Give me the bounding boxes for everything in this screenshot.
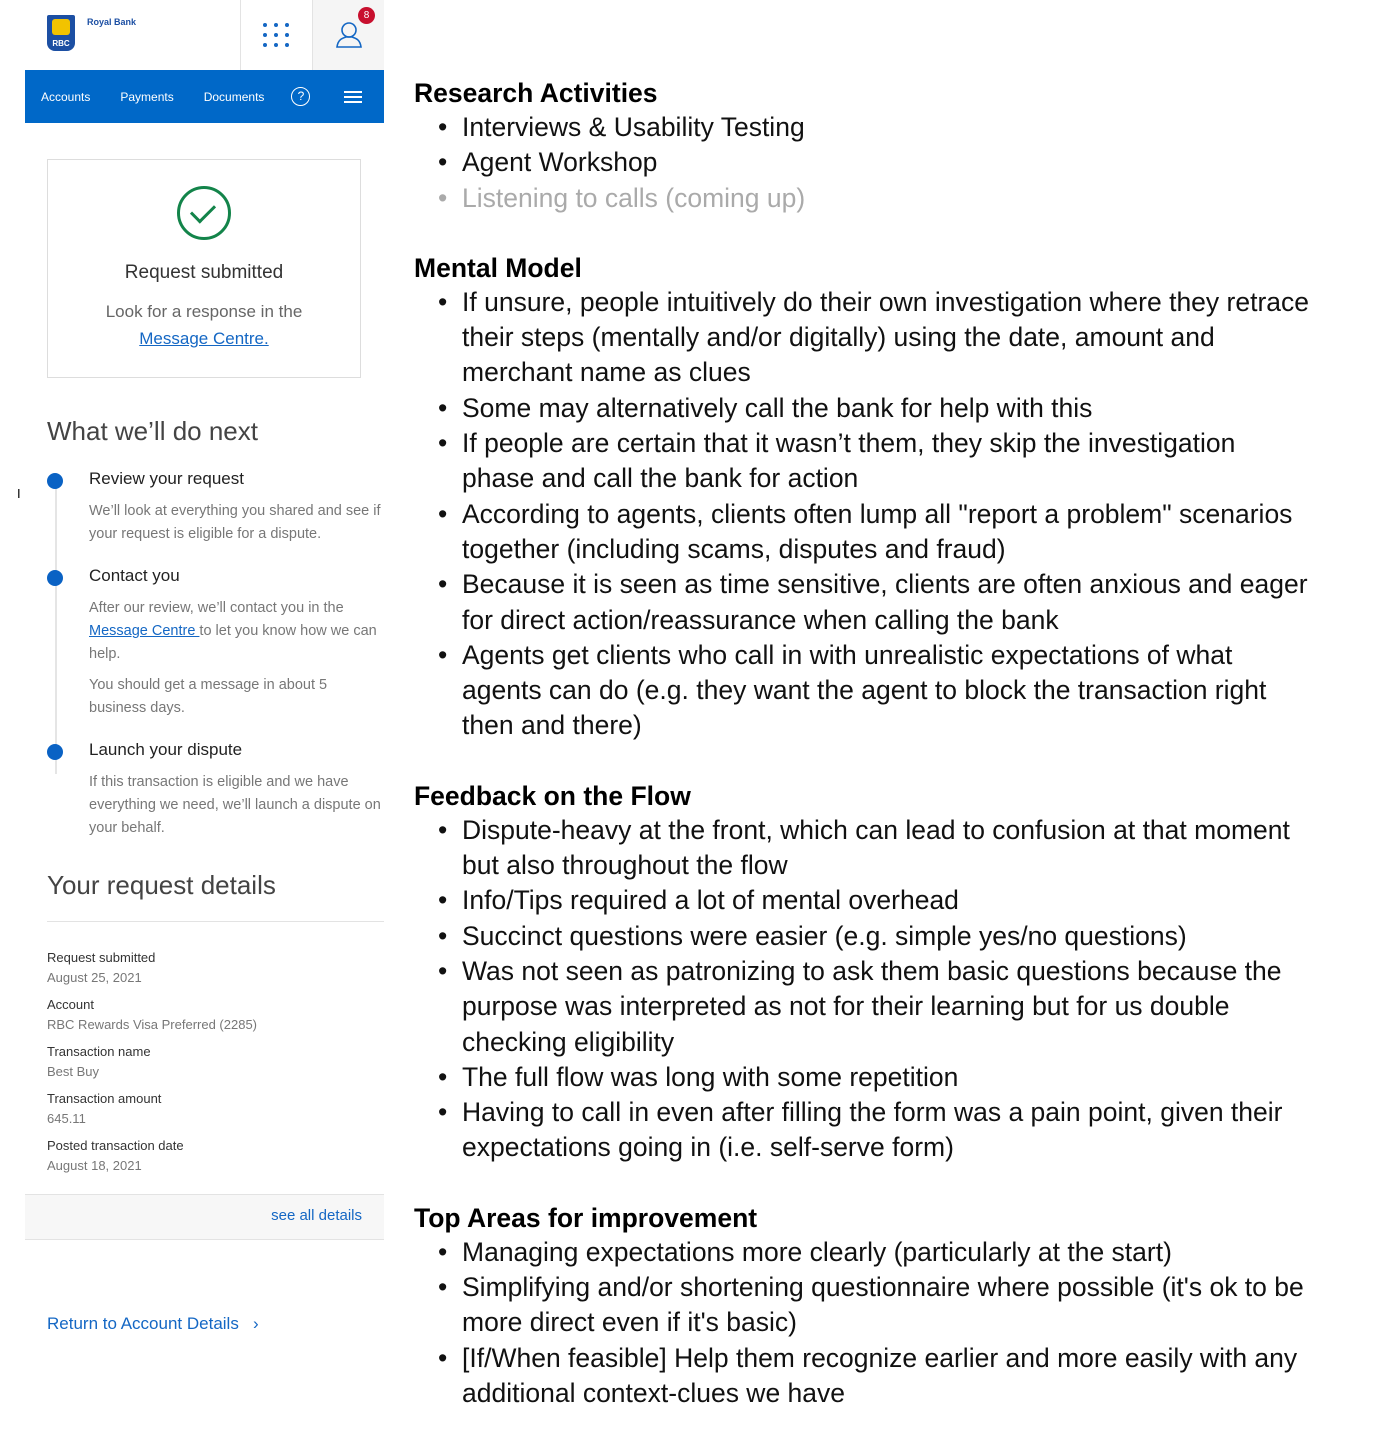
list-item: • Was not seen as patronizing to ask them basic questions because the purpose was interpreted as not for their learning but for us double checking eligibility [414,954,1314,1060]
bullet-list [414,285,1314,744]
step-text: We’ll look at everything you shared and see if your request is eligible for a dispute. [89,503,381,542]
next-steps-timeline [47,469,384,840]
section-heading: Research Activities [414,78,658,108]
detail-label: Transaction name [47,1044,151,1059]
notes-section [414,779,1314,1166]
section-heading: Top Areas for improvement [414,1202,758,1233]
step-title: Launch your dispute [89,740,243,759]
request-details-list [25,922,384,1176]
message-centre-link[interactable]: Message Centre [89,623,200,639]
list-item: • [If/When feasible] Help them recognize earlier and more easily with any additional context-clues we have [414,1341,1314,1412]
profile-button[interactable] [312,0,384,70]
list-item: • Succinct questions were easier (e.g. simple yes/no questions) [414,919,1314,954]
step-text: After our review, we’ll contact you in the Message Centre to let you know how we can help. [89,600,377,662]
list-item: • Interviews & Usability Testing [414,110,1314,145]
bullet-list [414,110,1314,216]
detail-label: Posted transaction date [47,1138,184,1153]
request-details-heading: Your request details [47,870,384,922]
user-icon [334,20,364,50]
detail-label: Account [47,997,94,1012]
grid-icon [263,23,290,47]
bank-name: Royal Bank [87,17,137,27]
research-notes [414,76,1314,1446]
apps-button[interactable] [240,0,312,70]
hamburger-menu-icon[interactable] [344,88,362,106]
list-item: • According to agents, clients often lump all "report a problem" scenarios together (including scams, disputes and fraud) [414,497,1314,568]
list-item: • Simplifying and/or shortening questionnaire where possible (it's ok to be more direct even if it's basic) [414,1270,1314,1341]
nav-documents[interactable]: Documents [203,89,265,104]
nav-accounts[interactable]: Accounts [41,89,91,104]
confirmation-card [47,159,361,378]
detail-label: Request submitted [47,950,156,965]
message-centre-link[interactable]: Message Centre. [139,329,269,348]
detail-value: RBC Rewards Visa Preferred (2285) [47,1017,258,1032]
list-item: • Dispute-heavy at the front, which can lead to confusion at that moment but also throughout the flow [414,813,1314,884]
check-circle-icon [177,186,231,240]
list-item: • The full flow was long with some repetition [414,1060,1314,1095]
step-title: Contact you [89,566,180,585]
rbc-shield-icon: RBC [47,15,75,51]
chevron-right-icon: › [253,1314,259,1333]
see-all-details-link[interactable]: see all details [25,1194,384,1240]
list-item: • Info/Tips required a lot of mental overhead [414,883,1314,918]
step-text: If this transaction is eligible and we have everything we need, we’ll launch a dispute on your behalf. [89,774,381,836]
detail-value: August 25, 2021 [47,970,142,985]
text-cursor-icon: I [17,486,21,501]
nav-payments[interactable]: Payments [120,89,174,104]
notes-section [414,76,1314,216]
list-item: • Agent Workshop [414,145,1314,180]
list-item: • Listening to calls (coming up) [414,181,1314,216]
list-item: • Some may alternatively call the bank for help with this [414,391,1314,426]
step-launch [47,740,384,840]
list-item: • Having to call in even after filling the form was a pain point, given their expectations going in (i.e. self-serve form) [414,1095,1314,1166]
list-item: • If people are certain that it wasn’t them, they skip the investigation phase and call the bank for action [414,426,1314,497]
notes-section [414,251,1314,744]
rbc-logo[interactable] [25,0,240,70]
list-item: • If unsure, people intuitively do their own investigation where they retrace their steps (mentally and/or digitally) using the date, amount and merchant name as clues [414,285,1314,391]
step-dot [47,473,63,489]
help-icon[interactable]: ? [291,87,310,106]
top-bar [25,0,384,70]
step-contact [47,566,384,720]
confirmation-title: Request submitted [124,262,284,283]
section-heading: Feedback on the Flow [414,780,691,811]
list-item: • Because it is seen as time sensitive, clients are often anxious and eager for direct action/reassurance when calling the bank [414,567,1314,638]
bullet-list [414,813,1314,1166]
step-title: Review your request [89,469,244,488]
step-review [47,469,384,546]
main-nav [25,70,384,123]
detail-value: August 18, 2021 [47,1158,142,1173]
next-steps-heading: What we’ll do next [47,416,258,446]
mobile-screen [25,0,384,1411]
detail-value: Best Buy [47,1064,100,1079]
step-dot [47,744,63,760]
return-to-account-link[interactable]: Return to Account Details › [47,1314,259,1333]
notification-badge: 8 [358,7,375,24]
step-dot [47,570,63,586]
detail-label: Transaction amount [47,1091,162,1106]
section-heading: Mental Model [414,252,582,283]
step-text-2: You should get a message in about 5 business days. [89,677,328,716]
bullet-list [414,1235,1314,1411]
list-item: • Agents get clients who call in with unrealistic expectations of what agents can do (e.g. they want the agent to block the transaction right then and there) [414,638,1314,744]
list-item: • Managing expectations more clearly (particularly at the start) [414,1235,1314,1270]
confirmation-text: Look for a response in the Message Centre. [105,302,303,348]
detail-value: 645.11 [47,1111,86,1126]
notes-section [414,1201,1314,1411]
